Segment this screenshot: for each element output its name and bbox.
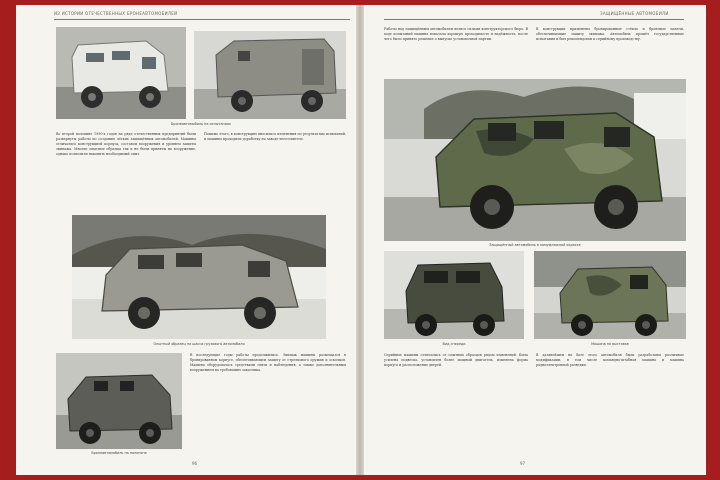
photo-prototype-vehicle xyxy=(72,215,326,339)
body-text-column: Помимо этого, в конструкцию вносились изменения по результатам испытаний, и машины проходили доработку на заводе-изготовителе. xyxy=(204,132,346,142)
running-head: ИЗ ИСТОРИИ ОТЕЧЕСТВЕННЫХ БРОНЕАВТОМОБИЛЕЙ xyxy=(54,11,178,16)
photo-camouflage-vehicle xyxy=(384,79,686,241)
photo-vehicle-rear xyxy=(194,31,346,119)
photo-caption: Опытный образец на шасси грузового автомобиля xyxy=(153,342,245,346)
photo-caption: Бронеавтомобиль на полигоне xyxy=(91,451,147,455)
body-text-column: В последующие годы работы продолжились. Экипаж машины размещался в бронированном корпусе, обеспечивающем защиту от стрелкового оружия и осколков. Машина оборудовалась средствами связи и наблюдения, а также дополнительным вооружением по требованию заказчика. xyxy=(190,353,346,373)
photo-vehicle-exhibition xyxy=(534,251,686,339)
photo-caption: Вид спереди xyxy=(442,342,466,346)
vehicle-photo-graphic xyxy=(194,31,346,119)
body-text-column: В конструкции применены бронированные стёкла и броневые панели, обеспечивающие защиту экипажа. Автомобиль прошёл государственные испытания и был рекомендован к серийному производству. xyxy=(536,27,684,42)
vehicle-photo-graphic xyxy=(384,79,686,241)
page-number: 96 xyxy=(192,461,198,466)
body-text-column: Серийные машины отличались от опытных образцов рядом изменений. Была усилена подвеска, установлен более мощный двигатель, изменена форма корпуса и расположение дверей. xyxy=(384,353,528,368)
photo-vehicle-front xyxy=(384,251,524,339)
vehicle-photo-graphic xyxy=(56,27,186,119)
photo-caption: Защищённый автомобиль в камуфляжной окраске xyxy=(489,243,581,247)
vehicle-photo-graphic xyxy=(56,353,182,449)
vehicle-photo-graphic xyxy=(384,251,524,339)
page-number: 97 xyxy=(520,461,526,466)
header-rule xyxy=(54,19,350,20)
body-text-column: Работы над защищённым автомобилем велись силами конструкторского бюро. В ходе испытаний машина показала хорошую проходимость и надёжность, после чего было принято решение о выпуске установочной партии. xyxy=(384,27,528,42)
vehicle-photo-graphic xyxy=(72,215,326,339)
left-page xyxy=(16,5,356,475)
photo-caption: Бронеавтомобиль на испытаниях xyxy=(170,122,231,126)
photo-caption: Машина на выставке xyxy=(591,342,629,346)
body-text-column: В дальнейшем на базе этого автомобиля были разработаны различные модификации, в том числе командно-штабная машина и машина радиоэлектронной разведки. xyxy=(536,353,684,368)
vehicle-photo-graphic xyxy=(534,251,686,339)
body-text-column: Во второй половине 1990-х годов на ряде отечественных предприятий были развернуты работы по созданию лёгких защищённых автомобилей. Машины отличались конструкцией корпуса, составом вооружения и уровнем защиты экипажа. Многие опытные образцы так и не были приняты на вооружение, однако позволили накопить необходимый опыт. xyxy=(56,132,196,157)
photo-white-armored-vehicle xyxy=(56,27,186,119)
right-page xyxy=(364,5,706,475)
running-head: ЗАЩИЩЁННЫЕ АВТОМОБИЛИ xyxy=(600,11,669,16)
book-gutter xyxy=(356,5,364,475)
header-rule xyxy=(384,19,684,20)
photo-vehicle-field xyxy=(56,353,182,449)
